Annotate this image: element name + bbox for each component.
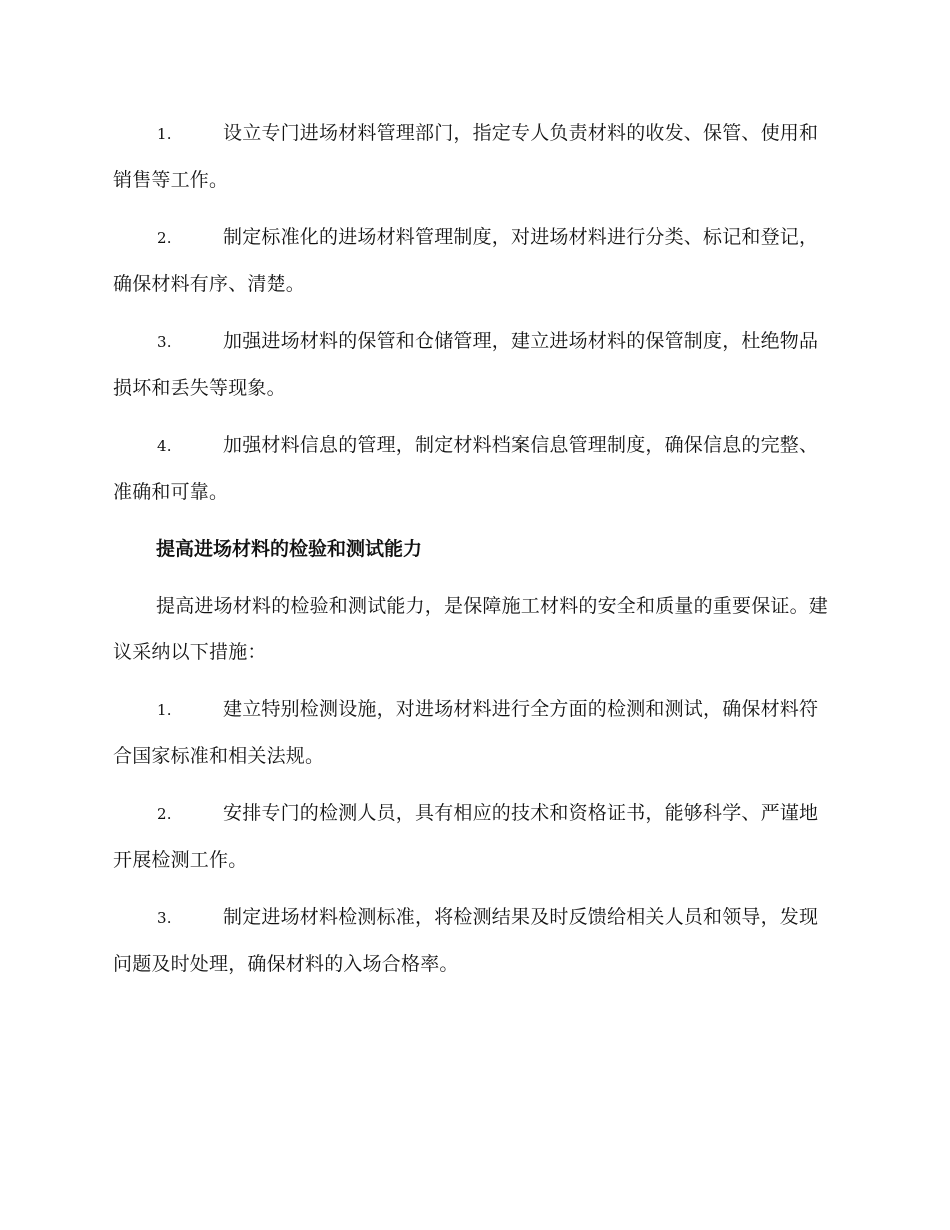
list-item-number: 1. bbox=[157, 701, 172, 719]
list-item-number: 1. bbox=[157, 125, 172, 143]
list-item bbox=[113, 790, 835, 883]
management-measures-list bbox=[113, 110, 835, 515]
list-item-number: 3. bbox=[157, 333, 172, 351]
list-item-text: 制定标准化的进场材料管理制度，对进场材料进行分类、标记和登记，确保材料有序、清楚。 bbox=[113, 226, 819, 295]
list-item-text: 加强材料信息的管理，制定材料档案信息管理制度，确保信息的完整、准确和可靠。 bbox=[113, 434, 819, 503]
list-item-number: 3. bbox=[157, 909, 172, 927]
list-item-number: 2. bbox=[157, 229, 172, 247]
list-item-text: 设立专门进场材料管理部门，指定专人负责材料的收发、保管、使用和销售等工作。 bbox=[113, 122, 819, 191]
list-item bbox=[113, 422, 835, 515]
list-item bbox=[113, 686, 835, 779]
list-item-text: 制定进场材料检测标准，将检测结果及时反馈给相关人员和领导，发现问题及时处理，确保材料的入场合格率。 bbox=[113, 906, 819, 975]
list-item bbox=[113, 110, 835, 203]
inspection-measures-list bbox=[113, 686, 835, 987]
list-item-text: 安排专门的检测人员，具有相应的技术和资格证书，能够科学、严谨地开展检测工作。 bbox=[113, 802, 819, 871]
list-item-text: 加强进场材料的保管和仓储管理，建立进场材料的保管制度，杜绝物品损坏和丢失等现象。 bbox=[113, 330, 819, 399]
section-intro-paragraph: 提高进场材料的检验和测试能力，是保障施工材料的安全和质量的重要保证。建议采纳以下措施： bbox=[113, 595, 829, 663]
list-item bbox=[113, 318, 835, 411]
section-heading: 提高进场材料的检验和测试能力 bbox=[156, 538, 423, 560]
list-item-text: 建立特别检测设施，对进场材料进行全方面的检测和测试，确保材料符合国家标准和相关法规。 bbox=[113, 698, 819, 767]
list-item-number: 2. bbox=[157, 805, 172, 823]
document-content bbox=[113, 110, 835, 998]
list-item bbox=[113, 894, 835, 987]
list-item-number: 4. bbox=[157, 437, 172, 455]
list-item bbox=[113, 214, 835, 307]
